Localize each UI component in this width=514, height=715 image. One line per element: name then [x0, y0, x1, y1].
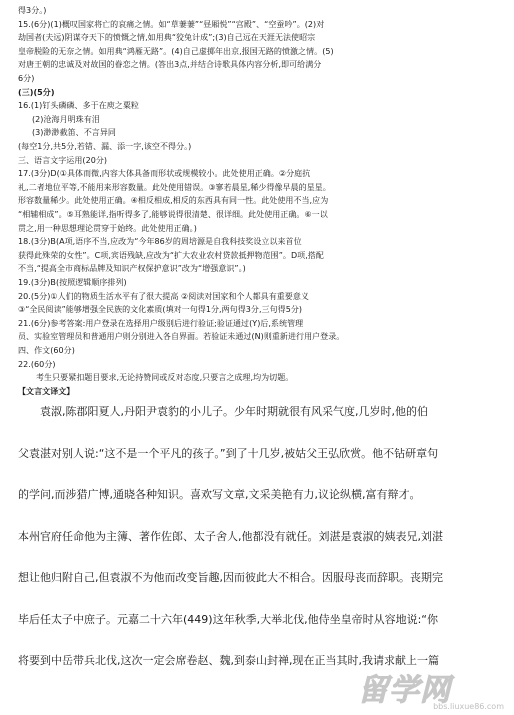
answer-line: (每空1分,共5分,若错、漏、添一字,该空不得分。) [18, 142, 192, 151]
translation-line: 袁淑,陈郡阳夏人,丹阳尹袁豹的小儿子。少年时期就很有风采气度,几岁时,他的伯 [40, 405, 428, 418]
answer-line: ③“全民阅读”能够增强全民族的文化素质(填对一句得1分,两句得3分,三句得5分) [18, 305, 303, 315]
answer-line: 皇帝脱险的无奈之情。如用典“鸿雁无路”。(4)自己虚掷年出京,报国无路的愤激之情。(5) [18, 46, 334, 56]
translation-line: 毕后任太子中庶子。元嘉二十六年(449)这年秋季,大举北伐,他侍坐皇帝时从容地说:“你 [18, 612, 438, 626]
answer-line: 22.(60分) [18, 359, 56, 369]
watermark-logo: 留学网 [358, 673, 451, 708]
translation-line: 将要到中岳带兵北伐,这次一定会席卷赵、魏,到泰山封禅,现在正当其时,我请求献上一篇 [18, 654, 439, 667]
translation-line: 父袁湛对别人说:“这不是一个平凡的孩子。”到了十几岁,被姑父王弘欣赏。他不钻研章句 [18, 446, 439, 460]
answer-line: 三、语言文字运用(20分) [18, 155, 108, 165]
watermark-url: bbs.liuxue86.com [433, 702, 504, 711]
answer-line: 形容数量稀少。此处使用正确。④相反相成,相反的东西具有同一性。此处使用不当,应为 [18, 196, 329, 206]
answer-line: 不当,“提高全市商标品牌及知识产权保护意识”改为“增强意识”。) [18, 264, 246, 274]
answer-line: (3)渺渺截笛、不言异同 [32, 128, 116, 138]
answer-line: 20.(5分)①人们的物质生活水平有了很大提高 ②阅读对国家和个人都具有重要意义 [18, 291, 309, 301]
answer-line: 对唐王朝的忠诚及对故国的眷恋之情。(答出3点,并结合诗歌具体内容分析,即可给满分 [18, 60, 322, 70]
answer-line: (三)(5分) [18, 87, 55, 97]
answer-line: “相辅相成”。⑤耳熟能详,指听得多了,能够说得很清楚、很详细。此处使用正确。⑥一以 [18, 210, 328, 219]
answer-line: 6分) [18, 74, 35, 83]
answer-line: 16.(1)钉头磷磷、多于在庾之粟粒 [18, 101, 139, 111]
answer-line: 21.(6分)参考答案:用户登录在选择用户级别后进行验证;验证通过(Y)后,系统管理 [18, 318, 304, 328]
answer-line: 得3分。) [18, 6, 47, 15]
answer-line: 劫国者(夫远)阴谋夺天下的愤慨之情,如用典“狡兔计成”;(3)自己远在天涯无法使昭宗 [18, 33, 316, 43]
answer-line: 【文言文译文】 [18, 386, 75, 396]
translation-line: 本州官府任命他为主簿、著作佐郎、太子舍人,他都没有就任。刘湛是袁淑的姨表兄,刘湛 [18, 529, 443, 543]
answer-line: 考生只要紧扣题目要求,无论持赞同或反对态度,只要言之成理,均为切题。 [36, 373, 294, 383]
site-watermark [358, 665, 508, 711]
answer-line: 获得此殊荣的女性”。C项,宾语残缺,应改为“扩大农业农村贷款抵押物范围”。D项,搭配 [18, 250, 324, 260]
answer-line: 18.(3分)B(A项,语序不当,应改为“今年86岁的周培源是自我科技奖设立以来首位 [18, 237, 302, 247]
answer-line: (2)沧海月明珠有泪 [32, 114, 100, 124]
answer-line: 19.(3分)B(按照逻辑顺序排列) [18, 278, 127, 287]
answer-line: 员、实验室管理员和普通用户则分别进入各自界面。若验证未通过(N)则重新进行用户登录。 [18, 332, 345, 342]
answer-line: 四、作文(60分) [18, 346, 75, 355]
translation-line: 想让他归附自己,但袁淑不为他而改变旨趣,因而彼此大不相合。因服母丧而辞职。丧期完 [18, 571, 443, 584]
answer-line: 15.(6分)(1)概叹国家将亡的哀痛之情。如“草萋萋”“昼厢悦”“宫殿”、“空蚕吟”。(2)对 [18, 19, 325, 29]
answer-line: 贯之,用一种思想理论贯穿于始终。此处使用正确。) [18, 223, 197, 233]
answer-line: 礼,二者地位平等,不能用来形容数量。此处使用错误。③寥若晨星,稀少得像早晨的星星。 [18, 182, 331, 192]
translation-line: 的学问,而涉猎广博,通晓各种知识。喜欢写文章,文采美艳有力,议论纵横,富有辩才。 [18, 488, 421, 501]
answer-line: 17.(3分)D(①具体而微,内容大体具备而形状或规模较小。此处使用正确。②分庭抗 [18, 169, 311, 179]
